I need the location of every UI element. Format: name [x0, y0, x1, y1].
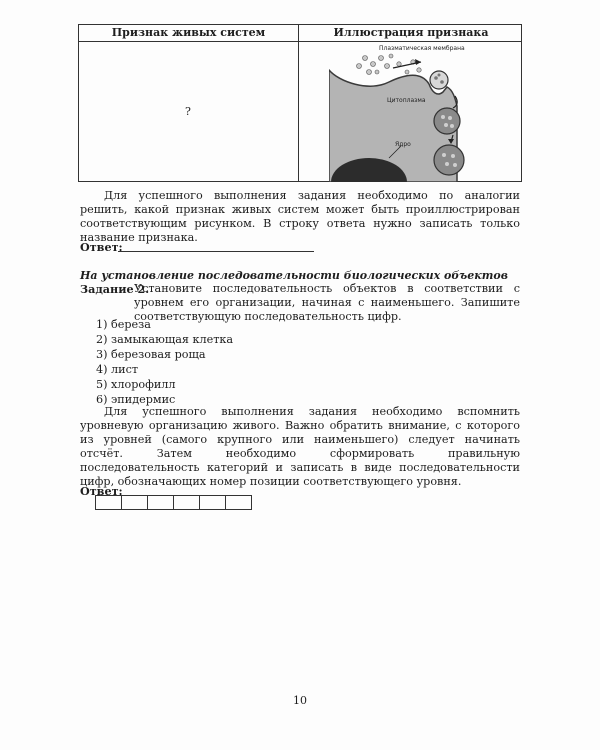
vesicle-1	[434, 108, 460, 134]
page-number: 10	[293, 694, 307, 707]
table-header-feature: Признак живых систем	[111, 26, 266, 39]
arrow-1-head	[415, 59, 421, 65]
list-item: 2) замыкающая клетка	[96, 333, 234, 346]
list-item: 3) березовая роща	[96, 348, 206, 361]
endocytosis-illustration	[329, 42, 489, 182]
unknown-feature-cell: ?	[185, 105, 191, 118]
answer-cell[interactable]	[147, 495, 174, 510]
label-nucleus: Ядро	[395, 141, 411, 148]
answer-cell[interactable]	[225, 495, 252, 510]
answer-cell[interactable]	[173, 495, 200, 510]
task-text: Установите последовательность объектов в соответствии с уровнем его организации, начиная с наименьшего. Запишите соответствующую последовательность цифр.	[134, 282, 520, 323]
answer-label-1: Ответ:	[80, 240, 123, 254]
answer-cell[interactable]	[95, 495, 122, 510]
instruction-paragraph-2: Для успешного выполнения задания необходимо вспомнить уровневую организацию живого. Важно обратить внимание, с которого из уровней (самого крупного или наименьшего) следует начинать отсчёт. Затем необходимо сформировать правильную последовательность категорий и записать в виде последовательности цифр, обозначающих номер позиции соответствующего уровня.	[80, 405, 520, 488]
table-divider	[298, 25, 299, 181]
section-title: На установление последовательности биологических объектов	[80, 269, 508, 282]
list-item: 4) лист	[96, 363, 139, 376]
list-item: 1) береза	[96, 318, 151, 331]
list-item: 6) эпидермис	[96, 393, 176, 406]
vesicle-2	[434, 145, 464, 175]
feature-table	[78, 24, 522, 182]
answer-cell[interactable]	[121, 495, 148, 510]
answer-label-2: Ответ:	[80, 484, 123, 498]
list-item: 5) хлорофилл	[96, 378, 176, 391]
table-header-illustration: Иллюстрация признака	[333, 26, 489, 39]
label-cytoplasm: Цитоплазма	[387, 97, 426, 104]
answer-cells	[96, 495, 252, 509]
answer-line-1[interactable]	[118, 251, 314, 252]
items-list	[96, 318, 233, 408]
instruction-paragraph-1: Для успешного выполнения задания необходимо по аналогии решить, какой признак живых систем может быть проиллюстрирован соответствующим рисунком. В строку ответа нужно записать только название признака.	[80, 189, 520, 244]
label-membrane: Плазматическая мембрана	[379, 45, 465, 52]
task-label: Задание 2.	[80, 282, 150, 296]
table-header-row	[79, 25, 521, 42]
answer-cell[interactable]	[199, 495, 226, 510]
